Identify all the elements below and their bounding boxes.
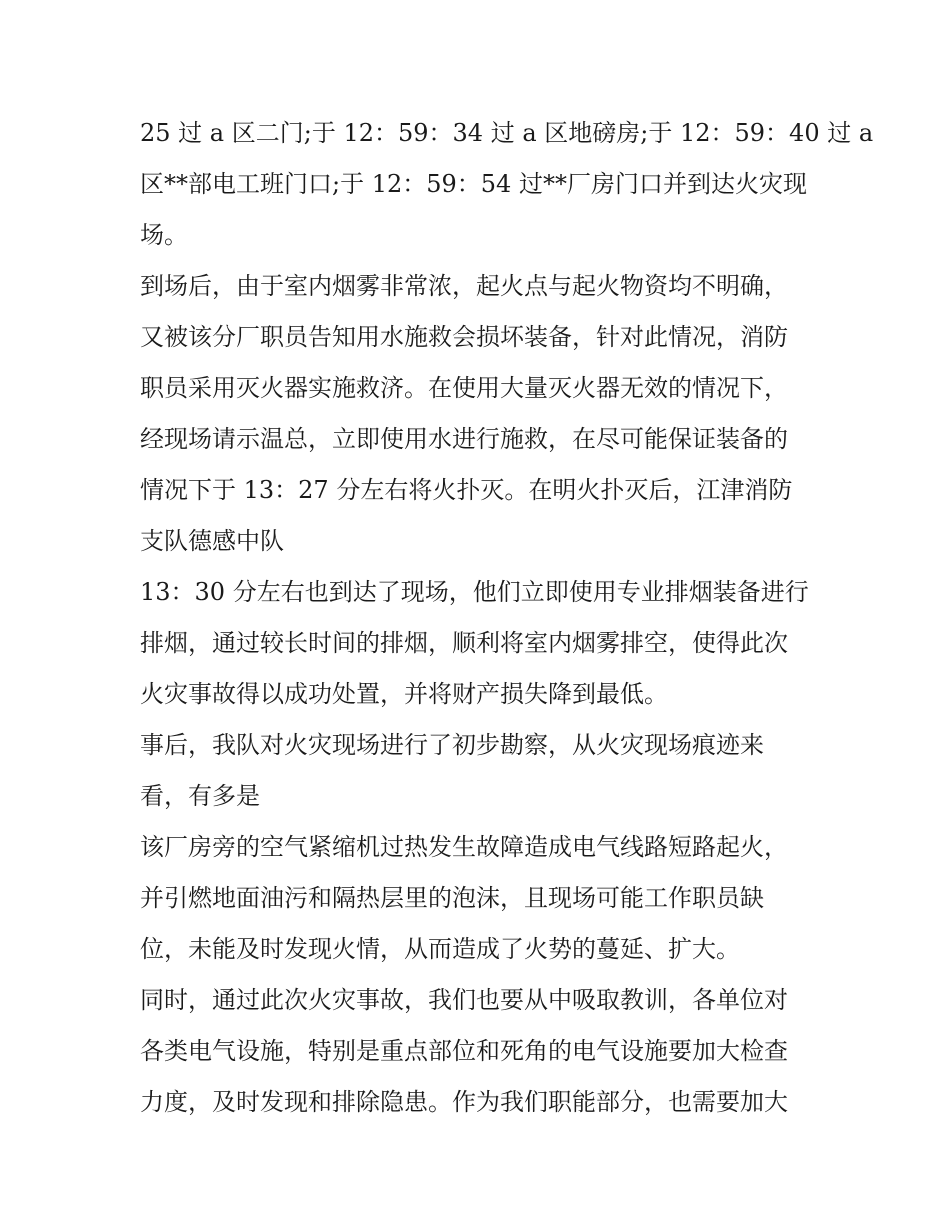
text-line: 区**部电工班门口;于 12：59：54 过**厂房门口并到达火灾现	[140, 170, 807, 198]
text-line: 25 过 a 区二门;于 12：59：34 过 a 区地磅房;于 12：59：40 过 a	[140, 119, 874, 147]
text-line: 各类电气设施，特别是重点部位和死角的电气设施要加大检查	[140, 1037, 788, 1065]
body-text	[140, 108, 874, 1128]
text-line: 看，有多是	[140, 782, 260, 810]
text-line: 位，未能及时发现火情，从而造成了火势的蔓延、扩大。	[140, 935, 740, 963]
text-line: 同时，通过此次火灾事故，我们也要从中吸取教训，各单位对	[140, 986, 788, 1014]
text-line: 13：30 分左右也到达了现场，他们立即使用专业排烟装备进行	[140, 578, 809, 606]
text-line: 事后，我队对火灾现场进行了初步勘察，从火灾现场痕迹来	[140, 731, 764, 759]
text-line: 排烟，通过较长时间的排烟，顺利将室内烟雾排空，使得此次	[140, 629, 788, 657]
text-line: 情况下于 13：27 分左右将火扑灭。在明火扑灭后，江津消防	[140, 476, 793, 504]
text-line: 职员采用灭火器实施救济。在使用大量灭火器无效的情况下，	[140, 374, 788, 402]
text-line: 到场后，由于室内烟雾非常浓，起火点与起火物资均不明确，	[140, 272, 788, 300]
text-line: 力度，及时发现和排除隐患。作为我们职能部分，也需要加大	[140, 1088, 788, 1116]
text-line: 火灾事故得以成功处置，并将财产损失降到最低。	[140, 680, 668, 708]
text-line: 并引燃地面油污和隔热层里的泡沫，且现场可能工作职员缺	[140, 884, 764, 912]
text-line: 经现场请示温总，立即使用水进行施救，在尽可能保证装备的	[140, 425, 788, 453]
text-line: 又被该分厂职员告知用水施救会损坏装备，针对此情况，消防	[140, 323, 788, 351]
text-line: 该厂房旁的空气紧缩机过热发生故障造成电气线路短路起火，	[140, 833, 788, 861]
text-line: 场。	[140, 221, 188, 249]
text-line: 支队德感中队	[140, 527, 284, 555]
